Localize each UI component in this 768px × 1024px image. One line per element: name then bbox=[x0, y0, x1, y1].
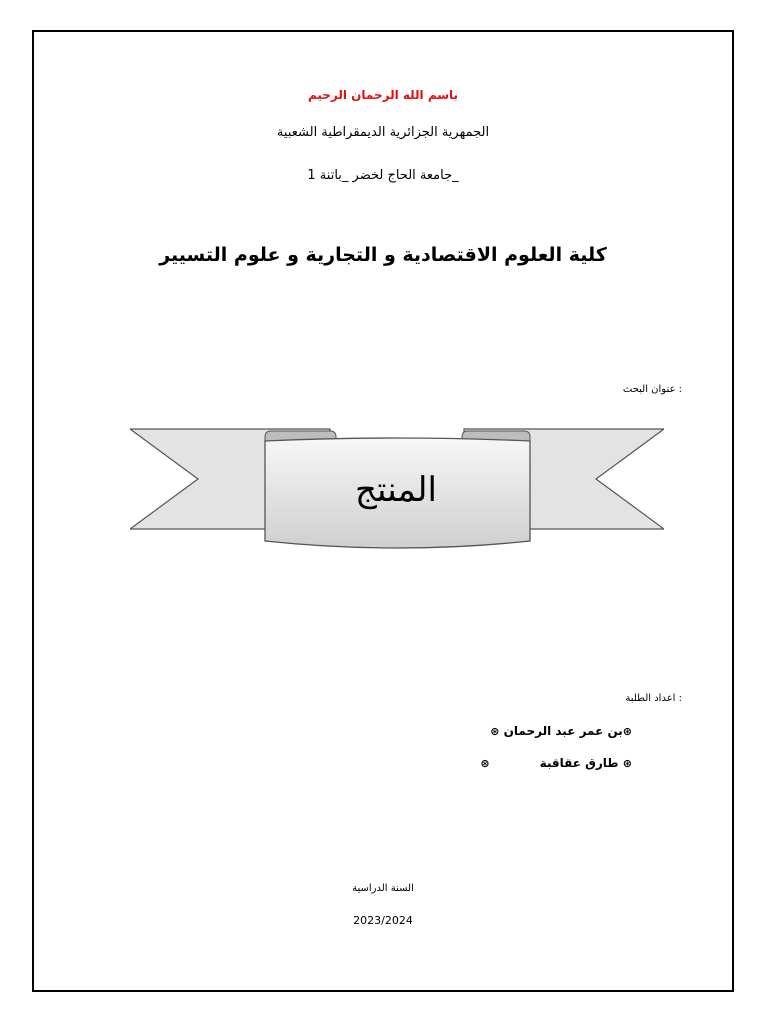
bullet-icon: ⊛ bbox=[480, 757, 490, 770]
students-label: : اعداد الطلبة bbox=[625, 693, 682, 704]
bullet-icon: ⊛ bbox=[490, 725, 500, 738]
student-name-text: طارق عقاقبة bbox=[539, 756, 619, 770]
faculty-name: كلية العلوم الاقتصادية و التجارية و علوم التسيير bbox=[159, 244, 607, 266]
academic-year-label: السنة الدراسية bbox=[352, 883, 414, 894]
bullet-icon: ⊛ bbox=[622, 725, 632, 738]
university-name: _جامعة الحاج لخضر _باتنة 1 bbox=[307, 168, 459, 183]
academic-year-value: 2023/2024 bbox=[353, 914, 413, 927]
student-name-1 bbox=[490, 724, 632, 738]
research-title-label: : عنوان البحث bbox=[622, 384, 682, 395]
bullet-icon: ⊛ bbox=[622, 757, 632, 770]
research-title: المنتج bbox=[355, 470, 437, 510]
republic-name: الجمهرية الجزائرية الديمقراطية الشعبية bbox=[276, 125, 490, 140]
student-name-text: بن عمر عبد الرحمان bbox=[503, 724, 623, 738]
student-name-2 bbox=[480, 756, 632, 770]
basmala: باسم الله الرحمان الرحيم bbox=[307, 88, 459, 102]
